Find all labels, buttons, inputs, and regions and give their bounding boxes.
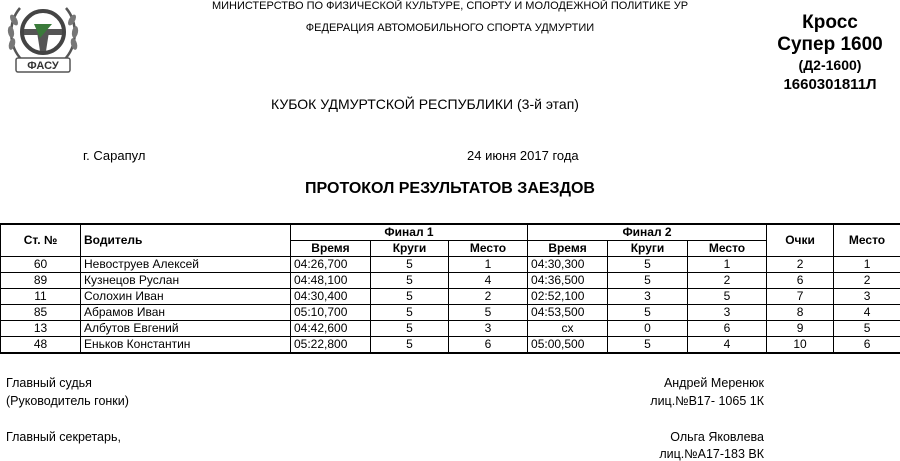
event-date: 24 июня 2017 года <box>467 148 579 163</box>
cell-f2-laps: 5 <box>608 273 688 289</box>
cell-f1-place: 6 <box>449 337 528 354</box>
header-start-number: Ст. № <box>1 224 81 257</box>
table-row <box>1 321 900 337</box>
cell-start: 85 <box>1 305 81 321</box>
cell-f1-time: 05:10,700 <box>291 305 371 321</box>
cell-f2-time: 05:00,500 <box>528 337 608 354</box>
table-row <box>1 289 900 305</box>
cell-f1-place: 1 <box>449 257 528 273</box>
header-final-1: Финал 1 <box>291 224 528 241</box>
chief-judge-name: Андрей Меренюк <box>664 376 764 390</box>
class-subname: Супер 1600 <box>760 34 900 56</box>
chief-secretary-name: Ольга Яковлева <box>670 430 764 444</box>
cell-f2-place: 5 <box>688 289 767 305</box>
chief-secretary-license: лиц.№А17-183 ВК <box>659 447 764 461</box>
cell-f2-place: 6 <box>688 321 767 337</box>
cell-f1-place: 5 <box>449 305 528 321</box>
table-row <box>1 273 900 289</box>
chief-judge-subtitle: (Руководитель гонки) <box>6 394 129 408</box>
cell-place: 6 <box>834 337 900 354</box>
cell-f1-laps: 5 <box>371 257 449 273</box>
cell-f2-laps: 5 <box>608 257 688 273</box>
chief-secretary-title: Главный секретарь, <box>6 430 121 444</box>
cell-f2-time: сх <box>528 321 608 337</box>
header-f2-place: Место <box>688 241 767 257</box>
class-code: (Д2-1600) <box>760 56 900 75</box>
header-points: Очки <box>767 224 834 257</box>
cell-f1-laps: 5 <box>371 289 449 305</box>
class-name: Кросс <box>760 12 900 34</box>
cell-f2-time: 04:53,500 <box>528 305 608 321</box>
cell-f1-place: 3 <box>449 321 528 337</box>
cell-f2-laps: 5 <box>608 337 688 354</box>
header-f2-laps: Круги <box>608 241 688 257</box>
header-final-place: Место <box>834 224 900 257</box>
cell-f1-time: 04:26,700 <box>291 257 371 273</box>
ministry-title: МИНИСТЕРСТВО ПО ФИЗИЧЕСКОЙ КУЛЬТУРЕ, СПОРТУ И МОЛОДЕЖНОЙ ПОЛИТИКЕ УР <box>140 0 760 12</box>
cell-points: 8 <box>767 305 834 321</box>
header-final-2: Финал 2 <box>528 224 767 241</box>
federation-logo <box>4 2 82 76</box>
cell-driver: Кузнецов Руслан <box>81 273 291 289</box>
cell-f1-time: 04:42,600 <box>291 321 371 337</box>
federation-title: ФЕДЕРАЦИЯ АВТОМОБИЛЬНОГО СПОРТА УДМУРТИИ <box>140 22 760 34</box>
cell-start: 13 <box>1 321 81 337</box>
cell-place: 2 <box>834 273 900 289</box>
class-block <box>760 12 900 94</box>
cell-f2-laps: 5 <box>608 305 688 321</box>
cell-driver: Абрамов Иван <box>81 305 291 321</box>
header-f2-time: Время <box>528 241 608 257</box>
cell-driver: Невоструев Алексей <box>81 257 291 273</box>
cell-f1-place: 2 <box>449 289 528 305</box>
cell-driver: Албутов Евгений <box>81 321 291 337</box>
cell-points: 7 <box>767 289 834 305</box>
table-header-row <box>1 224 900 241</box>
table-row <box>1 305 900 321</box>
cell-f1-laps: 5 <box>371 305 449 321</box>
header-f1-place: Место <box>449 241 528 257</box>
cell-place: 1 <box>834 257 900 273</box>
cell-f2-laps: 3 <box>608 289 688 305</box>
cell-f1-time: 04:48,100 <box>291 273 371 289</box>
chief-judge-title: Главный судья <box>6 376 92 390</box>
header-f1-laps: Круги <box>371 241 449 257</box>
cell-f2-place: 4 <box>688 337 767 354</box>
event-city: г. Сарапул <box>83 148 145 163</box>
header-driver: Водитель <box>81 224 291 257</box>
cell-points: 10 <box>767 337 834 354</box>
header-f1-time: Время <box>291 241 371 257</box>
cell-f1-time: 05:22,800 <box>291 337 371 354</box>
results-table <box>0 223 900 354</box>
cell-f1-laps: 5 <box>371 321 449 337</box>
table-row <box>1 337 900 354</box>
table-row <box>1 257 900 273</box>
cell-f2-place: 3 <box>688 305 767 321</box>
cell-f2-place: 1 <box>688 257 767 273</box>
cell-driver: Солохин Иван <box>81 289 291 305</box>
cell-f2-time: 04:30,300 <box>528 257 608 273</box>
cell-f1-laps: 5 <box>371 273 449 289</box>
cell-f2-time: 04:36,500 <box>528 273 608 289</box>
cell-f1-place: 4 <box>449 273 528 289</box>
cell-points: 2 <box>767 257 834 273</box>
chief-judge-license: лиц.№В17- 1065 1К <box>650 394 764 408</box>
steering-wheel-icon <box>22 11 64 53</box>
protocol-title: ПРОТОКОЛ РЕЗУЛЬТАТОВ ЗАЕЗДОВ <box>0 180 900 198</box>
cell-place: 4 <box>834 305 900 321</box>
cell-start: 89 <box>1 273 81 289</box>
cell-f2-time: 02:52,100 <box>528 289 608 305</box>
permit-number: 1660301811Л <box>760 75 900 94</box>
cell-f1-laps: 5 <box>371 337 449 354</box>
cell-start: 48 <box>1 337 81 354</box>
logo-text: ФАСУ <box>27 60 59 72</box>
cell-start: 60 <box>1 257 81 273</box>
cell-driver: Еньков Константин <box>81 337 291 354</box>
cell-points: 9 <box>767 321 834 337</box>
cell-points: 6 <box>767 273 834 289</box>
cell-f1-time: 04:30,400 <box>291 289 371 305</box>
cell-f2-place: 2 <box>688 273 767 289</box>
cell-start: 11 <box>1 289 81 305</box>
cell-place: 3 <box>834 289 900 305</box>
cell-place: 5 <box>834 321 900 337</box>
cup-title: КУБОК УДМУРТСКОЙ РЕСПУБЛИКИ (3-й этап) <box>0 96 850 112</box>
cell-f2-laps: 0 <box>608 321 688 337</box>
